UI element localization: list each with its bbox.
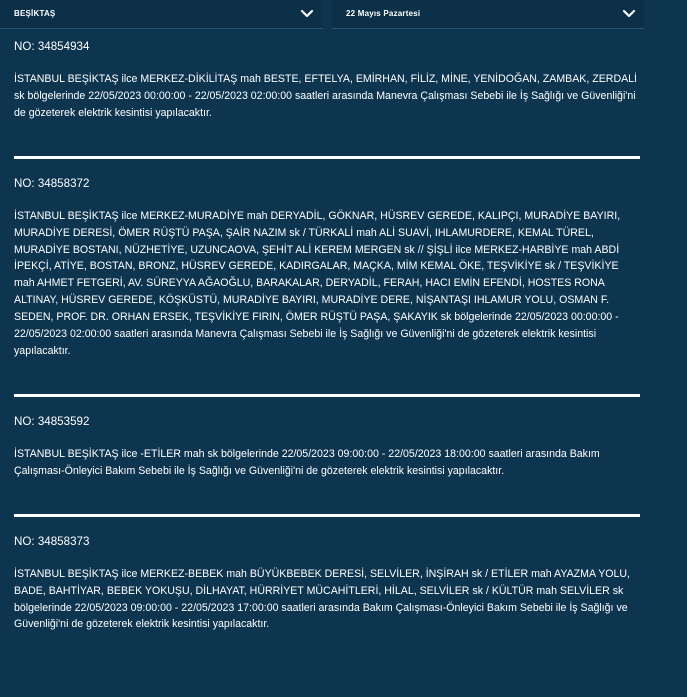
record-number: NO: 34853592 [14, 414, 90, 428]
outage-list [14, 30, 640, 633]
date-select-value: 22 Mayıs Pazartesi [346, 9, 421, 18]
record-number: NO: 34858372 [14, 176, 90, 190]
outage-record [14, 159, 640, 360]
outage-record [14, 397, 640, 480]
record-description: İSTANBUL BEŞİKTAŞ ilce MERKEZ-BEBEK mah BÜYÜKBEBEK DERESİ, SELVİLER, İNŞİRAH sk / ETİLER mah AYAZMA YOLU, BADE, BAHTİYAR, BEBEK YOKUŞU, DİLHAYAT, HÜRRİYET MÜCAHİTLERİ, HİLAL, SELVİLER sk / KÜLTÜR mah SELVİLER sk bölgelerinde 22/05/2023 09:00:00 - 22/05/2023 17:00:00 saatleri arasında Bakım Çalışması-Önleyici Bakım Sebebi ile İş Sağlığı ve Güvenliği'ni de gözeterek elektrik kesintisi yapılacaktır. [14, 567, 630, 631]
record-number: NO: 34854934 [14, 40, 90, 53]
district-select[interactable] [0, 0, 322, 29]
record-description: İSTANBUL BEŞİKTAŞ ilce -ETİLER mah sk bölgelerinde 22/05/2023 09:00:00 - 22/05/2023 18:00:00 saatleri arasında Bakım Çalışması-Önleyici Bakım Sebebi ile İş Sağlığı ve Güvenliği'ni de gözeterek elektrik kesintisi yapılacaktır. [14, 447, 600, 477]
record-number: NO: 34858373 [14, 534, 90, 548]
outage-record [14, 30, 640, 122]
filter-bar [0, 0, 687, 30]
record-description: İSTANBUL BEŞİKTAŞ ilce MERKEZ-MURADİYE mah DERYADİL, GÖKNAR, HÜSREV GEREDE, KALIPÇI, MURADİYE BAYIRI, MURADİYE DERESİ, ÖMER RÜŞTÜ PAŞA, ŞAİR NAZIM sk / TÜRKALİ mah ALİ SUAVİ, IHLAMURDERE, KEMAL TÜREL, MURADİYE BOSTANI, NÜZHETİYE, UZUNCAOVA, ŞEHİT ALİ KEREM MERGEN sk // ŞİŞLİ ilce MERKEZ-HARBİYE mah ABDİ İPEKÇİ, ATİYE, BOSTAN, BRONZ, HÜSREV GEREDE, KADIRGALAR, MAÇKA, MİM KEMAL ÖKE, TEŞVİKİYE sk / TEŞVİKİYE mah AHMET FETGERİ, AV. SÜREYYA AĞAOĞLU, BARAKALAR, DERYADİL, FERAH, HACI EMİN EFENDİ, HOSTES RONA ALTINAY, HÜSREV GEREDE, KÖŞKÜSTÜ, MURADİYE BAYIRI, MURADİYE DERE, NİŞANTAŞI IHLAMUR YOLU, OSMAN F. SEDEN, PROF. DR. ORHAN ERSEK, TEŞVİKİYE FIRIN, ÖMER RÜŞTÜ PAŞA, ŞAKAYIK sk bölgelerinde 22/05/2023 00:00:00 - 22/05/2023 02:00:00 saatleri arasında Manevra Çalışması Sebebi ile İş Sağlığı ve Güvenliği'ni de gözeterek elektrik kesintisi yapılacaktır. [14, 209, 621, 357]
district-select-value: BEŞİKTAŞ [14, 9, 56, 18]
record-description: İSTANBUL BEŞİKTAŞ ilce MERKEZ-DİKİLİTAŞ mah BESTE, EFTELYA, EMİRHAN, FİLİZ, MİNE, YENİDOĞAN, ZAMBAK, ZERDALİ sk bölgelerinde 22/05/2023 00:00:00 - 22/05/2023 02:00:00 saatleri arasında Manevra Çalışması Sebebi ile İş Sağlığı ve Güvenliği'ni de gözeterek elektrik kesintisi yapılacaktır. [14, 73, 637, 119]
outage-record [14, 517, 640, 634]
date-select[interactable] [332, 0, 644, 29]
chevron-down-icon [622, 8, 636, 20]
chevron-down-icon [300, 8, 314, 20]
